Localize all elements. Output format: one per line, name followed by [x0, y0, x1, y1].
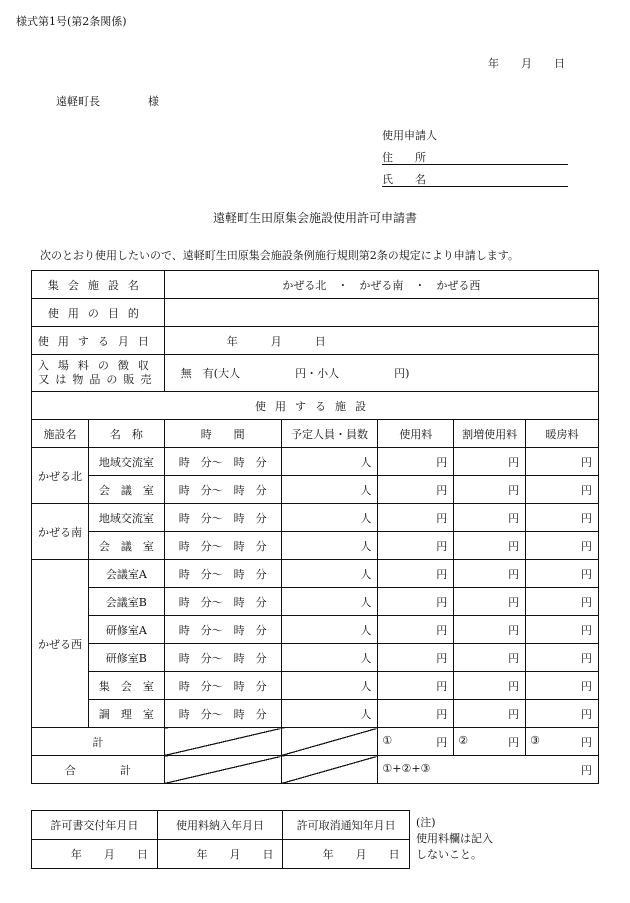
room-name: 地域交流室	[88, 504, 164, 532]
time-field[interactable]: 時 分～ 時 分	[164, 448, 281, 476]
surcharge-field[interactable]: 円	[454, 504, 526, 532]
table-row	[32, 700, 599, 728]
people-field[interactable]: 人	[281, 644, 378, 672]
fee-field[interactable]: 円	[378, 448, 454, 476]
date-line: 年 月 日	[488, 57, 565, 70]
room-name: 会 議 室	[88, 476, 164, 504]
total-field[interactable]	[378, 756, 599, 784]
room-name: 研修室B	[88, 644, 164, 672]
heating-field[interactable]: 円	[526, 700, 599, 728]
note-line-2: しないこと。	[416, 848, 482, 861]
heating-field[interactable]: 円	[526, 588, 599, 616]
facility-group-name: かぜる南	[32, 504, 89, 560]
diagonal-cell	[164, 756, 281, 784]
yen-unit: 円	[581, 764, 592, 777]
heating-field[interactable]: 円	[526, 672, 599, 700]
room-name: 集 会 室	[88, 672, 164, 700]
form-number: 様式第1号(第2条関係)	[16, 15, 127, 28]
surcharge-field[interactable]: 円	[454, 700, 526, 728]
time-field[interactable]: 時 分～ 時 分	[164, 504, 281, 532]
column-header: 名 称	[88, 420, 164, 448]
subtotal-mark: ②	[458, 734, 469, 747]
diagonal-cell	[164, 728, 281, 756]
facility-group-name: かぜる北	[32, 448, 89, 504]
purpose-label: 使用の目的	[32, 299, 165, 327]
address-field[interactable]	[382, 149, 568, 165]
room-name: 研修室A	[88, 616, 164, 644]
facility-group-name: かぜる西	[32, 560, 89, 728]
yen-unit: 円	[436, 736, 448, 749]
note	[416, 815, 493, 863]
time-field[interactable]: 時 分～ 時 分	[164, 532, 281, 560]
fee-value[interactable]: 無 有(大人 円・小人 円)	[164, 355, 598, 392]
people-field[interactable]: 人	[281, 448, 378, 476]
column-header: 暖房料	[526, 420, 599, 448]
total-formula: ①+②+③	[382, 762, 431, 775]
table-row	[32, 588, 599, 616]
header-row	[32, 420, 599, 448]
time-field[interactable]: 時 分～ 時 分	[164, 672, 281, 700]
time-field[interactable]: 時 分～ 時 分	[164, 560, 281, 588]
people-field[interactable]: 人	[281, 700, 378, 728]
date-label: 使用する月日	[32, 327, 165, 355]
fee-field[interactable]: 円	[378, 616, 454, 644]
note-line-1: 使用料欄は記入	[416, 832, 493, 845]
heating-field[interactable]: 円	[526, 448, 599, 476]
table-row	[32, 560, 599, 588]
table-row	[32, 476, 599, 504]
yen-unit: 円	[508, 736, 520, 749]
record-table	[31, 810, 410, 869]
heating-field[interactable]: 円	[526, 616, 599, 644]
facility-value[interactable]: かぜる北 ・ かぜる南 ・ かぜる西	[164, 271, 598, 299]
heating-field[interactable]: 円	[526, 476, 599, 504]
record-header: 使用料納入年月日	[157, 811, 283, 840]
facility-label: 集会施設名	[32, 271, 165, 299]
time-field[interactable]: 時 分～ 時 分	[164, 616, 281, 644]
record-date-field[interactable]: 年 月 日	[283, 840, 410, 869]
table-row	[32, 644, 599, 672]
subtotal-mark: ③	[530, 734, 540, 747]
fee-field[interactable]: 円	[378, 700, 454, 728]
record-header: 許可取消通知年月日	[283, 811, 410, 840]
time-field[interactable]: 時 分～ 時 分	[164, 644, 281, 672]
surcharge-field[interactable]: 円	[454, 672, 526, 700]
record-header: 許可書交付年月日	[32, 811, 158, 840]
subtotal-mark: ①	[382, 734, 393, 747]
fee-field[interactable]: 円	[378, 476, 454, 504]
room-name: 会議室B	[88, 588, 164, 616]
heating-field[interactable]: 円	[526, 644, 599, 672]
people-field[interactable]: 人	[281, 560, 378, 588]
fee-label-line-2: 又は物品の販売	[38, 373, 158, 386]
people-field[interactable]: 人	[281, 532, 378, 560]
subtotal-label: 計	[32, 728, 165, 756]
note-title: (注)	[416, 816, 436, 829]
fee-label-line-1: 入場料の徴収	[37, 359, 158, 373]
people-field[interactable]: 人	[281, 672, 378, 700]
address-label: 住 所	[382, 151, 426, 164]
name-label: 氏 名	[382, 173, 426, 186]
people-field[interactable]: 人	[281, 476, 378, 504]
subtotal-field-1[interactable]	[378, 728, 454, 756]
surcharge-field[interactable]: 円	[454, 588, 526, 616]
table-row	[32, 532, 599, 560]
table-row	[32, 504, 599, 532]
heating-field[interactable]: 円	[526, 532, 599, 560]
people-field[interactable]: 人	[281, 504, 378, 532]
column-header: 予定人員・員数	[281, 420, 378, 448]
surcharge-field[interactable]: 円	[454, 560, 526, 588]
record-date-field[interactable]: 年 月 日	[157, 840, 283, 869]
surcharge-field[interactable]: 円	[454, 448, 526, 476]
column-header: 施設名	[32, 420, 89, 448]
fee-field[interactable]: 円	[378, 532, 454, 560]
room-name: 会議室A	[88, 560, 164, 588]
fee-field[interactable]: 円	[378, 560, 454, 588]
applicant-heading: 使用申請人	[382, 129, 437, 142]
diagonal-cell	[281, 756, 378, 784]
record-date-field[interactable]: 年 月 日	[32, 840, 158, 869]
document-title: 遠軽町生田原集会施設使用許可申請書	[212, 211, 417, 225]
heating-field[interactable]: 円	[526, 560, 599, 588]
people-field[interactable]: 人	[281, 588, 378, 616]
addressee: 遠軽町長	[56, 95, 100, 108]
table-row	[32, 672, 599, 700]
subtotal-row	[32, 728, 599, 756]
purpose-field[interactable]	[164, 299, 598, 327]
room-name: 地域交流室	[88, 448, 164, 476]
fee-field[interactable]: 円	[378, 644, 454, 672]
name-field[interactable]	[382, 171, 568, 187]
intro-text: 次のとおり使用したいので、遠軽町生田原集会施設条例施行規則第2条の規定により申請します。	[40, 249, 519, 262]
table-row	[32, 448, 599, 476]
room-name: 会 議 室	[88, 532, 164, 560]
column-header: 時 間	[164, 420, 281, 448]
fee-field[interactable]: 円	[378, 588, 454, 616]
heating-field[interactable]: 円	[526, 504, 599, 532]
application-table	[31, 270, 599, 784]
table-row	[32, 616, 599, 644]
fee-label	[32, 355, 165, 392]
surcharge-field[interactable]: 円	[454, 532, 526, 560]
section-title: 使用する施設	[32, 392, 599, 420]
surcharge-field[interactable]: 円	[454, 644, 526, 672]
room-name: 調 理 室	[88, 700, 164, 728]
diagonal-cell	[281, 728, 378, 756]
yen-unit: 円	[581, 736, 592, 749]
surcharge-field[interactable]: 円	[454, 616, 526, 644]
fee-field[interactable]: 円	[378, 672, 454, 700]
time-field[interactable]: 時 分～ 時 分	[164, 476, 281, 504]
surcharge-field[interactable]: 円	[454, 476, 526, 504]
subtotal-field-3[interactable]	[526, 728, 599, 756]
time-field[interactable]: 時 分～ 時 分	[164, 588, 281, 616]
fee-field[interactable]: 円	[378, 504, 454, 532]
column-header: 使用料	[378, 420, 454, 448]
honorific: 様	[148, 95, 159, 108]
people-field[interactable]: 人	[281, 616, 378, 644]
total-row	[32, 756, 599, 784]
column-header: 割増使用料	[454, 420, 526, 448]
subtotal-field-2[interactable]	[454, 728, 526, 756]
date-value[interactable]: 年 月 日	[164, 327, 598, 355]
total-label: 合 計	[32, 756, 165, 784]
time-field[interactable]: 時 分～ 時 分	[164, 700, 281, 728]
